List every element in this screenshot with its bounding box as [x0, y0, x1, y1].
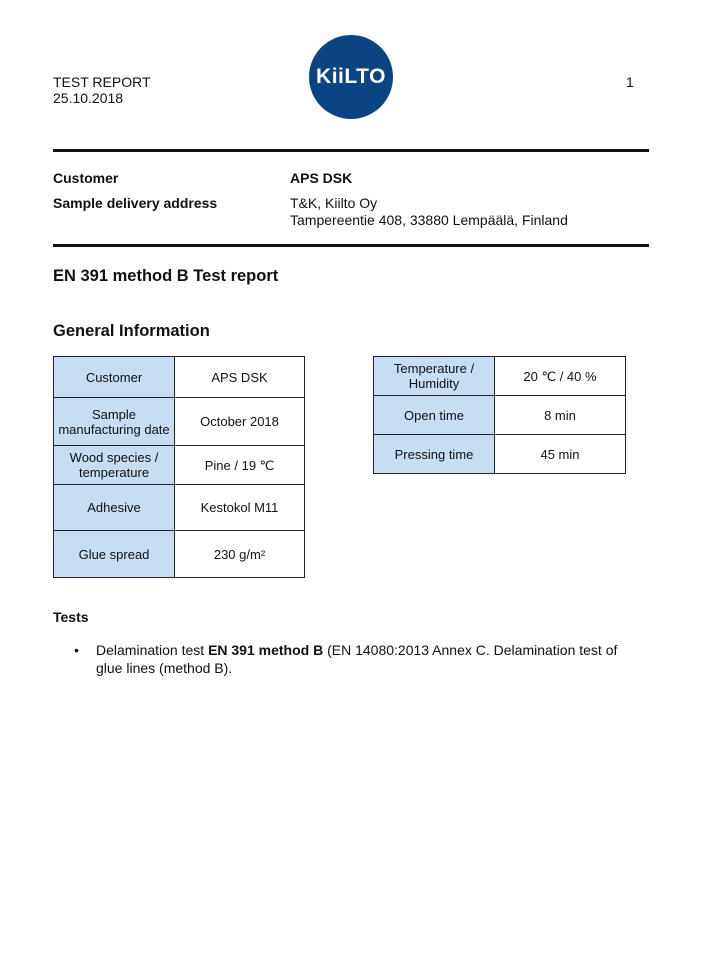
address-line-2: Tampereentie 408, 33880 Lempäälä, Finland — [290, 212, 568, 228]
row-key: Adhesive — [54, 485, 175, 531]
table-row — [374, 357, 626, 396]
row-value: 8 min — [495, 396, 626, 435]
row-value: Kestokol M11 — [175, 485, 305, 531]
general-info-heading: General Information — [53, 322, 210, 340]
address-line-1: T&K, Kiilto Oy — [290, 195, 378, 211]
table-row — [54, 531, 305, 578]
row-key: Pressing time — [374, 435, 495, 474]
table-row — [54, 398, 305, 446]
row-key: Glue spread — [54, 531, 175, 578]
doc-type: TEST REPORT — [53, 74, 151, 90]
page-number: 1 — [626, 74, 634, 90]
test-list-item — [74, 641, 644, 677]
test-prefix: Delamination test — [96, 642, 209, 658]
general-info-table-left — [53, 356, 305, 578]
row-value: October 2018 — [175, 398, 305, 446]
table-row — [374, 435, 626, 474]
table-row — [54, 485, 305, 531]
row-value: Pine / 19 ℃ — [175, 446, 305, 485]
test-standard: EN 391 method B — [208, 642, 324, 658]
test-suffix: (EN 14080:2013 Annex C. Delamination test of glue lines (method B). — [96, 642, 618, 676]
table-row — [54, 357, 305, 398]
row-value: 20 ℃ / 40 % — [495, 357, 626, 396]
logo-text: KiiLTO — [316, 65, 386, 88]
row-key: Wood species / temperature — [54, 446, 175, 485]
customer-value: APS DSK — [290, 170, 353, 186]
row-value: 45 min — [495, 435, 626, 474]
report-date: 25.10.2018 — [53, 90, 124, 106]
row-value: 230 g/m² — [175, 531, 305, 578]
table-row — [374, 396, 626, 435]
kiilto-logo — [309, 35, 393, 119]
report-title: EN 391 method B Test report — [53, 267, 279, 285]
address-label: Sample delivery address — [53, 195, 218, 211]
row-value: APS DSK — [175, 357, 305, 398]
row-key: Temperature / Humidity — [374, 357, 495, 396]
row-key: Customer — [54, 357, 175, 398]
general-info-table-right — [373, 356, 626, 474]
customer-label: Customer — [53, 170, 119, 186]
bullet-icon: • — [74, 642, 79, 658]
test-description — [96, 641, 644, 677]
bottom-divider — [53, 244, 649, 247]
tests-heading: Tests — [53, 609, 89, 625]
row-key: Open time — [374, 396, 495, 435]
address-value — [290, 195, 568, 229]
table-row — [54, 446, 305, 485]
top-divider — [53, 149, 649, 152]
report-header — [53, 74, 151, 106]
row-key: Sample manufacturing date — [54, 398, 175, 446]
